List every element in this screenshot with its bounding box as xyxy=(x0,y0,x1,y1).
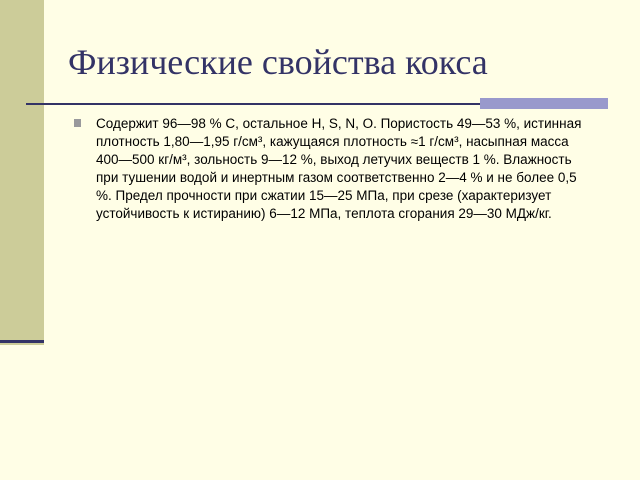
bullet-list xyxy=(74,115,594,223)
square-bullet-icon xyxy=(74,119,81,127)
bullet-item xyxy=(74,115,594,223)
title-accent-bar xyxy=(480,98,608,109)
bullet-text: Содержит 96—98 % С, остальное Н, S, N, О. Пористость 49—53 %, истинная плотность 1,80—1,95 г/см³, кажущаяся плотность ≈1 г/см³, насыпная масса 400—500 кг/м³, зольность 9—12 %, выход летучих веществ 1 %. Влажность при тушении водой и инертным газом соответственно 2—4 % и не более 0,5 %. Предел прочности при сжатии 15—25 МПа, при срезе (характеризует устойчивость к истиранию) 6—12 МПа, теплота сгорания 29—30 МДж/кг. xyxy=(96,116,582,221)
slide-title: Физические свойства кокса xyxy=(68,42,488,82)
left-band-rule xyxy=(0,340,44,343)
left-decorative-band xyxy=(0,0,44,345)
